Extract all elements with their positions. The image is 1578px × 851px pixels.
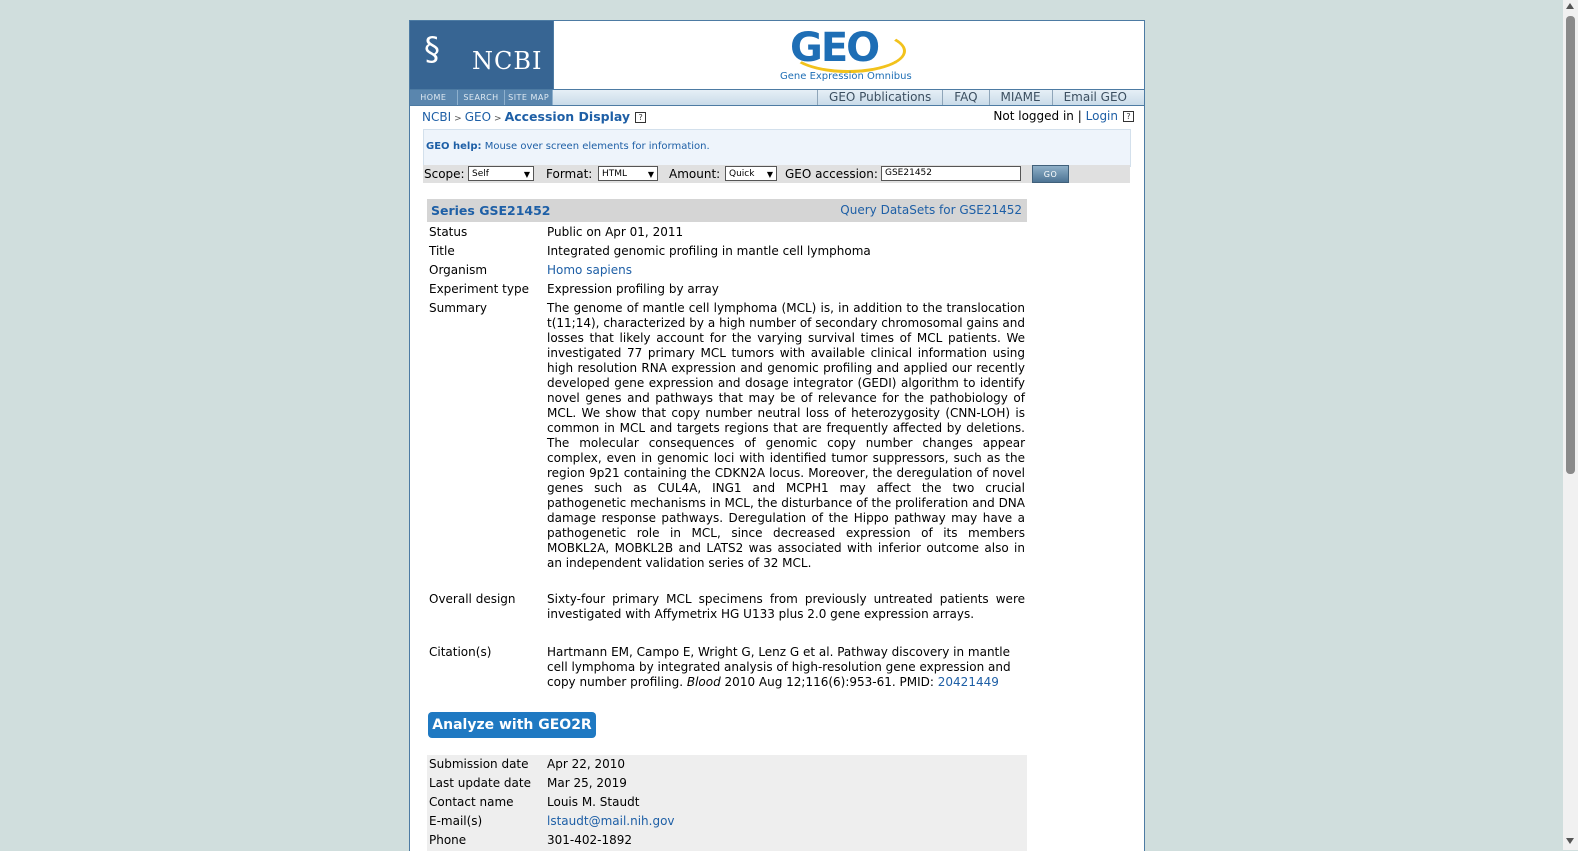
login-sep: | bbox=[1077, 109, 1082, 123]
ncbi-logo-text: NCBI bbox=[472, 47, 543, 75]
organism-link[interactable]: Homo sapiens bbox=[547, 263, 633, 277]
breadcrumb-sep: > bbox=[454, 114, 462, 124]
login-status: Not logged in bbox=[993, 109, 1074, 123]
vertical-scrollbar[interactable] bbox=[1563, 0, 1578, 850]
series-id: Series GSE21452 bbox=[431, 203, 551, 218]
overall-design-text: Sixty-four primary MCL specimens from previously untreated patients were investigated with Affymetrix HG U133 plus 2.0 gene expression arrays. bbox=[547, 592, 1025, 621]
accession-label: GEO accession: bbox=[785, 167, 878, 181]
format-label: Format: bbox=[546, 167, 593, 181]
page-container: § NCBI GEO Gene Expression Omnibus HOME SEARCH SITE MAP GEO Publications FAQ MIAME Email GEO NCBI > GEO > Accession Display ? Not logged in | Login ? GEO help: Mouse over screen elements for information. Scope: Self ▼ Format: HTML ▼ Amount: Quick ▼ GEO accession: GSE21452 GO Series GSE21452 Query DataSets for GSE21452 Status Public on Apr 01, 2011 Title Integrated genomic profiling in mantle cell lymphoma Organism Homo sapiens Experiment type Expression profiling by array Summary The genome of mantle cell lymphoma (MCL) is, in addition to the translocation t(11;14), characterized by a high number of secondary chromosomal gains and losses that likely account for the varying survival times of MCL patients. We investigated 77 primary MCL tumors with available clinical information using high resolution RNA expression and genomic profiling and applied our recently developed gene expression and dosage integrator (GEDI) algorithm to identify novel genes and pathways that may be of relevance for the pathobiology of MCL. We show that copy number neutral loss of heterozygosity (CNN-LOH) is common in MCL and targets regions that are frequently affected by deletions. The molecular consequences of genomic copy number changes appear complex, even in genomic loci with identified tumor suppressors, such as the region 9p21 containing the CDKN2A locus. Moreover, the deregulation of novel genes such as CUL4A, ING1 and MCPH1 may affect the two crucial pathogenetic mechanisms in MCL, the disturbance of the proliferation and DNA damage response pathways. Deregulation of the Hippo pathway may have a pathogenetic role in MCL, since decreased expression of its members MOBKL2A, MOBKL2B and LATS2 was associated with inferior outcome also in an independent validation series of 32 MCL. Overall design Sixty-four primary MCL specimens from previously untreated patients were investigated with Affymetrix HG U133 plus 2.0 gene expression arrays. Citation(s) Hartmann EM, Campo E, Wright G, Lenz G et al. Pathway discovery in mantle cell lymphoma by integrated analysis of high-resolution gene expression and copy number profiling. Blood 2010 Aug 12;116(6):953-61. PMID: 20421449 Analyze with GEO2R Submission date Apr 22, 2010 Last update date Mar 25, 2019 Contact name Louis M. Staudt E-mail(s) lstaudt@mail.nih.gov Phone 301-402-1892 bbox=[409, 20, 1145, 851]
breadcrumb-current: Accession Display bbox=[504, 109, 631, 124]
query-datasets-link[interactable]: Query DataSets for GSE21452 bbox=[840, 203, 1022, 217]
help-icon[interactable]: ? bbox=[1123, 111, 1134, 122]
go-button[interactable]: GO bbox=[1032, 165, 1069, 183]
citation-text: Hartmann EM, Campo E, Wright G, Lenz G et al. Pathway discovery in mantle cell lymphoma by integrated analysis of high-resolution gene expression and copy number profiling. Blood 2010 Aug 12;116(6):953-61. PMID: 20421449 bbox=[547, 645, 1011, 689]
navbar bbox=[410, 89, 1144, 106]
help-label: GEO help: bbox=[426, 141, 482, 152]
pmid-link[interactable]: 20421449 bbox=[937, 675, 999, 689]
chevron-down-icon: ▼ bbox=[523, 170, 530, 179]
dna-helix-icon: § bbox=[424, 30, 440, 68]
amount-label: Amount: bbox=[669, 167, 721, 181]
amount-select[interactable]: Quick ▼ bbox=[725, 166, 777, 181]
nav-miame[interactable]: MIAME bbox=[989, 90, 1052, 105]
breadcrumb-sep: > bbox=[494, 114, 502, 124]
query-bar bbox=[423, 165, 1130, 183]
chevron-down-icon: ▼ bbox=[647, 170, 654, 179]
series-header bbox=[427, 199, 1027, 222]
geo-help-box bbox=[423, 129, 1131, 167]
header bbox=[410, 21, 1144, 89]
login-bar bbox=[993, 109, 1134, 123]
geo-logo[interactable] bbox=[553, 21, 1144, 89]
help-text: Mouse over screen elements for information. bbox=[484, 141, 710, 152]
geo-logo-text: GEO bbox=[790, 25, 879, 71]
summary-text: The genome of mantle cell lymphoma (MCL) is, in addition to the translocation t(11;14), characterized by a high number of secondary chromosomal gains and losses that likely account for the varying survival times of MCL patients. We investigated 77 primary MCL tumors with available clinical information using high resolution RNA expression and genomic profiling and applied our recently developed gene expression and dosage integrator (GEDI) algorithm to identify novel genes and pathways that may be of relevance for the pathobiology of MCL. We show that copy number neutral loss of heterozygosity (CNN-LOH) is common in MCL and targets regions that are frequently affected by deletions. The molecular consequences of genomic copy number changes appear complex, even in genomic loci with identified tumor suppressors, such as the region 9p21 containing the CDKN2A locus. Moreover, the deregulation of novel genes such as CUL4A, ING1 and MCPH1 may affect the two crucial pathogenetic mechanisms in MCL, the disturbance of the proliferation and DNA damage response pathways. Deregulation of the Hippo pathway may have a pathogenetic role in MCL, since decreased expression of its members MOBKL2A, MOBKL2B and LATS2 was associated with inferior outcome also in an independent validation series of 32 MCL. bbox=[547, 301, 1025, 570]
geo-nav bbox=[817, 90, 1138, 105]
nav-email-geo[interactable]: Email GEO bbox=[1052, 90, 1138, 105]
email-link[interactable]: lstaudt@mail.nih.gov bbox=[547, 814, 675, 828]
ncbi-logo[interactable] bbox=[410, 21, 554, 89]
scroll-down-icon[interactable] bbox=[1566, 838, 1574, 844]
ncbi-nav bbox=[410, 90, 553, 105]
scroll-up-icon[interactable] bbox=[1566, 3, 1574, 9]
scrollbar-thumb[interactable] bbox=[1566, 16, 1575, 474]
chevron-down-icon: ▼ bbox=[766, 170, 773, 179]
nav-home[interactable]: HOME bbox=[410, 90, 458, 105]
breadcrumb bbox=[422, 109, 646, 124]
accession-input[interactable]: GSE21452 bbox=[881, 166, 1021, 181]
analyze-geo2r-button[interactable]: Analyze with GEO2R bbox=[428, 712, 596, 738]
format-select[interactable]: HTML ▼ bbox=[598, 166, 658, 181]
nav-faq[interactable]: FAQ bbox=[942, 90, 988, 105]
nav-geo-publications[interactable]: GEO Publications bbox=[817, 90, 942, 105]
nav-site-map[interactable]: SITE MAP bbox=[505, 90, 553, 105]
scope-select[interactable]: Self ▼ bbox=[468, 166, 534, 181]
nav-search[interactable]: SEARCH bbox=[458, 90, 506, 105]
help-icon[interactable]: ? bbox=[635, 112, 646, 123]
geo-subtitle: Gene Expression Omnibus bbox=[780, 71, 912, 82]
scope-label: Scope: bbox=[424, 167, 465, 181]
breadcrumb-ncbi[interactable]: NCBI bbox=[422, 110, 452, 124]
breadcrumb-geo[interactable]: GEO bbox=[464, 110, 492, 124]
login-link[interactable]: Login bbox=[1085, 109, 1118, 123]
